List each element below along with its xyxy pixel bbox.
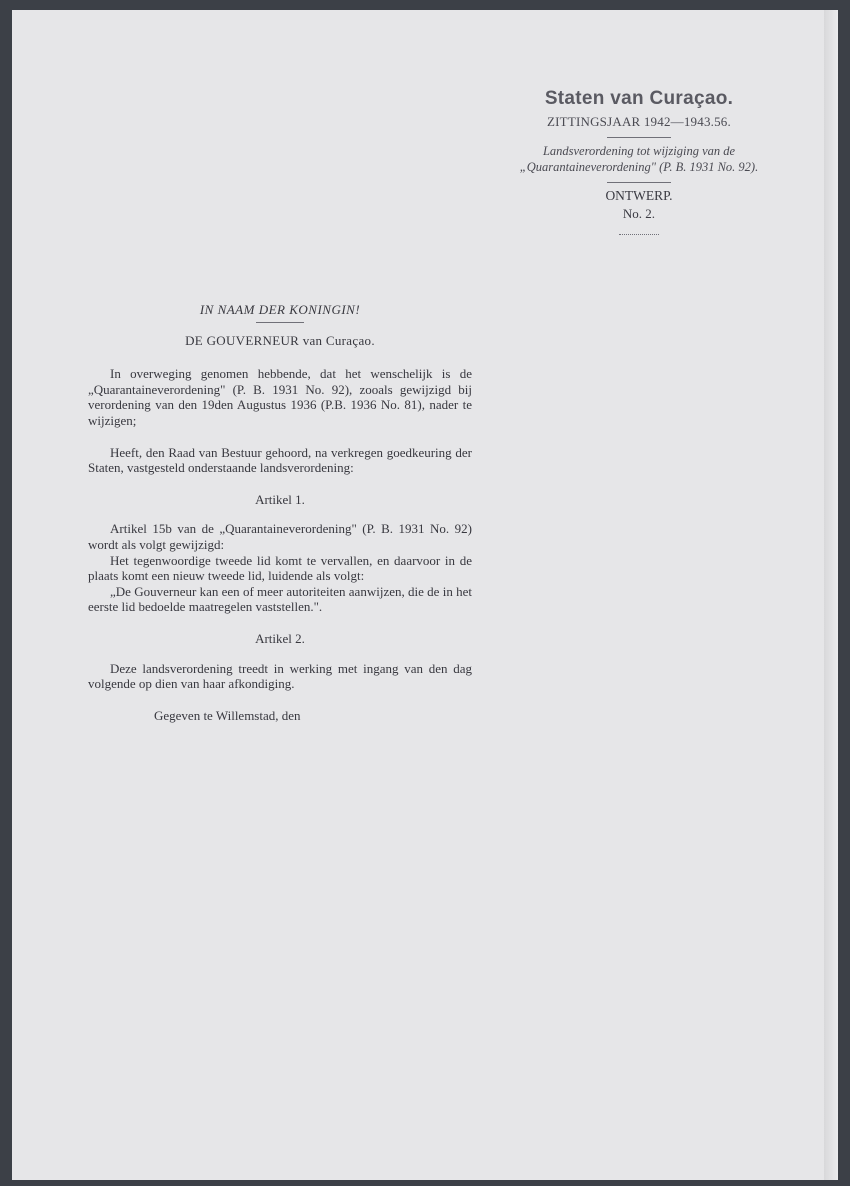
consideration-paragraph: In overweging genomen hebbende, dat het wenschelijk is de „Quarantaineverordening" (P. B. 1931 No. 92), zooals gewijzigd bij verordening van den 19den Augustus 1936 (P.B. 1936 No. 81), nader te wijzigen; <box>88 366 472 428</box>
dotted-divider <box>619 234 659 236</box>
header-divider <box>607 137 671 138</box>
body-divider <box>256 322 304 323</box>
article-2-text: Deze landsverordening treedt in werking met ingang van den dag volgende op dien van haar afkondiging. <box>88 660 472 692</box>
governor-line: DE GOUVERNEUR van Curaçao. <box>185 332 375 348</box>
article-2-heading: Artikel 2. <box>255 630 305 646</box>
invocation: IN NAAM DER KONINGIN! <box>199 302 361 317</box>
signature-line: Gegeven te Willemstad, den <box>154 707 301 723</box>
ordinance-subject: Landsverordening tot wijziging van de „Quarantaineverordening" (P. B. 1931 No. 92). <box>519 144 759 174</box>
article-1-intro: Artikel 15b van de „Quarantaineverordening" (P. B. 1931 No. 92) wordt als volgt gewijzigd: <box>88 521 472 552</box>
enactment-paragraph: Heeft, den Raad van Bestuur gehoord, na verkregen goedkeuring der Staten, vastgesteld onderstaande landsverordening: <box>88 444 472 476</box>
ordinance-body <box>88 302 472 723</box>
article-1-heading: Artikel 1. <box>255 491 305 507</box>
session-year: ZITTINGSJAAR 1942—1943.56. <box>547 114 731 129</box>
header-title: Staten van Curaçao. <box>544 88 734 109</box>
document-number: No. 2. <box>622 206 656 221</box>
page-edge <box>824 10 838 1180</box>
header-divider-2 <box>607 182 671 183</box>
document-page <box>12 10 838 1180</box>
article-1-quote: „De Gouverneur kan een of meer autoriteiten aanwijzen, die de in het eerste lid bedoelde maatregelen vaststellen.". <box>88 583 472 615</box>
document-header <box>498 88 780 236</box>
draft-label: ONTWERP. <box>605 188 673 203</box>
article-1-change: Het tegenwoordige tweede lid komt te vervallen, en daarvoor in de plaats komt een nieuw tweede lid, luidende als volgt: <box>88 552 472 584</box>
